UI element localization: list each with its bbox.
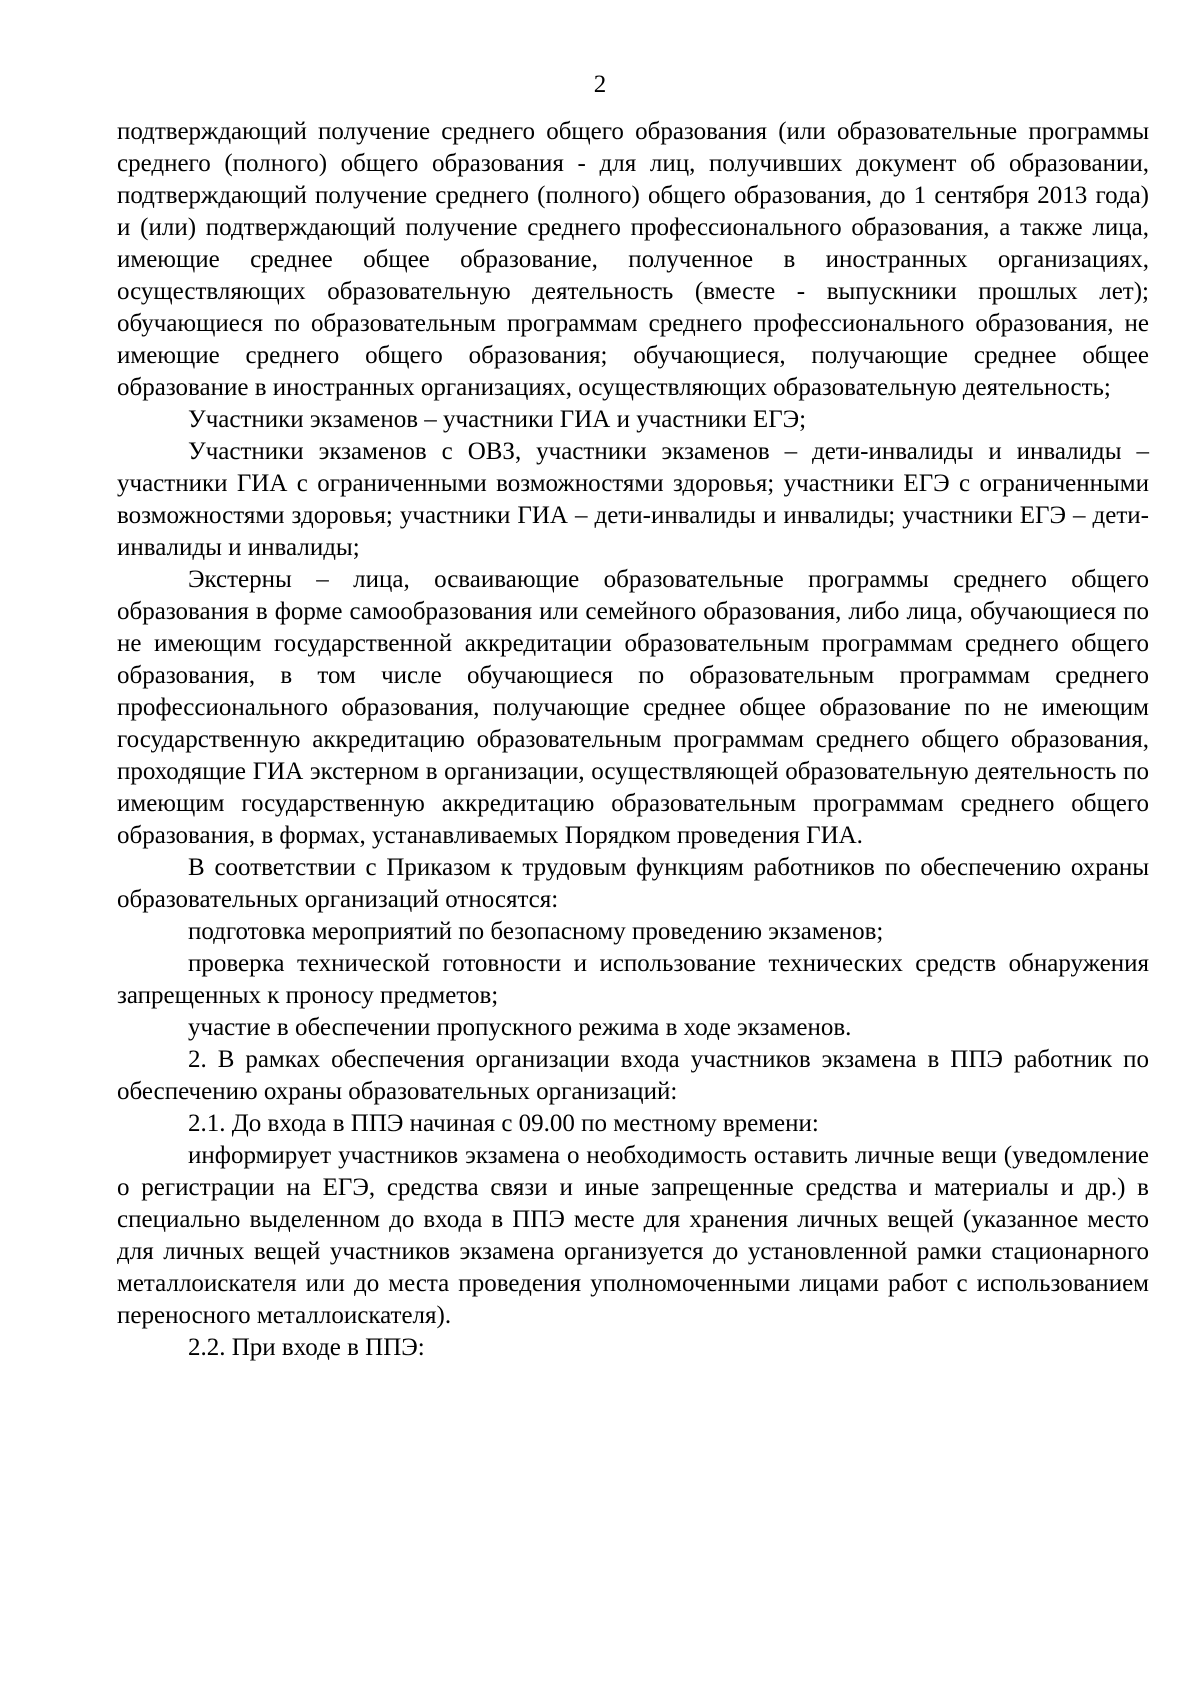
section-2-heading: 2. В рамках обеспечения организации входа участников экзамена в ППЭ работник по обеспечению охраны образовательных организаций:: [117, 1046, 1149, 1105]
paragraph-security-functions-intro: В соответствии с Приказом к трудовым функциям работников по обеспечению охраны образовательных организаций относятся:: [117, 854, 1149, 913]
list-item-preparation: подготовка мероприятий по безопасному проведению экзаменов;: [188, 918, 884, 945]
paragraph-participants-with-disabilities: Участники экзаменов с ОВЗ, участники экзаменов – дети-инвалиды и инвалиды – участники ГИА с ограниченными возможностями здоровья; участники ЕГЭ с ограниченными возможностями здоровья; участники ГИА – дети-инвалиды и инвалиды; участники ЕГЭ – дети-инвалиды и инвалиды;: [117, 438, 1149, 561]
document-body: [117, 116, 1149, 1364]
list-item-technical-check: проверка технической готовности и использование технических средств обнаружения запрещенных к проносу предметов;: [117, 950, 1149, 1009]
paragraph-exam-participants: Участники экзаменов – участники ГИА и участники ЕГЭ;: [188, 406, 807, 433]
paragraph-graduates-definition-continued: подтверждающий получение среднего общего образования (или образовательные программы среднего (полного) общего образования - для лиц, получивших документ об образовании, подтверждающий получение среднего (полного) общего образования, до 1 сентября 2013 года) и (или) подтверждающий получение среднего профессионального образования, а также лица, имеющие среднее общее образование, полученное в иностранных организациях, осуществляющих образовательную деятельность (вместе - выпускники прошлых лет); обучающиеся по образовательным программам среднего профессионального образования, не имеющие среднего общего образования; обучающиеся, получающие среднее общее образование в иностранных организациях, осуществляющих образовательную деятельность;: [117, 118, 1149, 401]
paragraph-external-students: Экстерны – лица, осваивающие образовательные программы среднего общего образования в форме самообразования или семейного образования, либо лица, обучающиеся по не имеющим государственной аккредитации образовательным программам среднего общего образования, в том числе обучающиеся по образовательным программам среднего профессионального образования, получающие среднее общее образование по не имеющим государственную аккредитацию образовательным программам среднего общего образования, проходящие ГИА экстерном в организации, осуществляющей образовательную деятельность по имеющим государственную аккредитацию образовательным программам среднего общего образования, в формах, устанавливаемых Порядком проведения ГИА.: [117, 566, 1149, 849]
section-2-1-heading: 2.1. До входа в ППЭ начиная с 09.00 по местному времени:: [188, 1110, 819, 1137]
paragraph-personal-items-info: информирует участников экзамена о необходимость оставить личные вещи (уведомление о регистрации на ЕГЭ, средства связи и иные запрещенные средства и материалы и др.) в специально выделенном до входа в ППЭ месте для хранения личных вещей (указанное место для личных вещей участников экзамена организуется до установленной рамки стационарного металлоискателя или до места проведения уполномоченными лицами работ с использованием переносного металлоискателя).: [117, 1142, 1149, 1329]
section-2-2-heading: 2.2. При входе в ППЭ:: [188, 1334, 425, 1361]
page-number: 2: [593, 71, 607, 98]
list-item-access-control: участие в обеспечении пропускного режима в ходе экзаменов.: [188, 1014, 852, 1041]
